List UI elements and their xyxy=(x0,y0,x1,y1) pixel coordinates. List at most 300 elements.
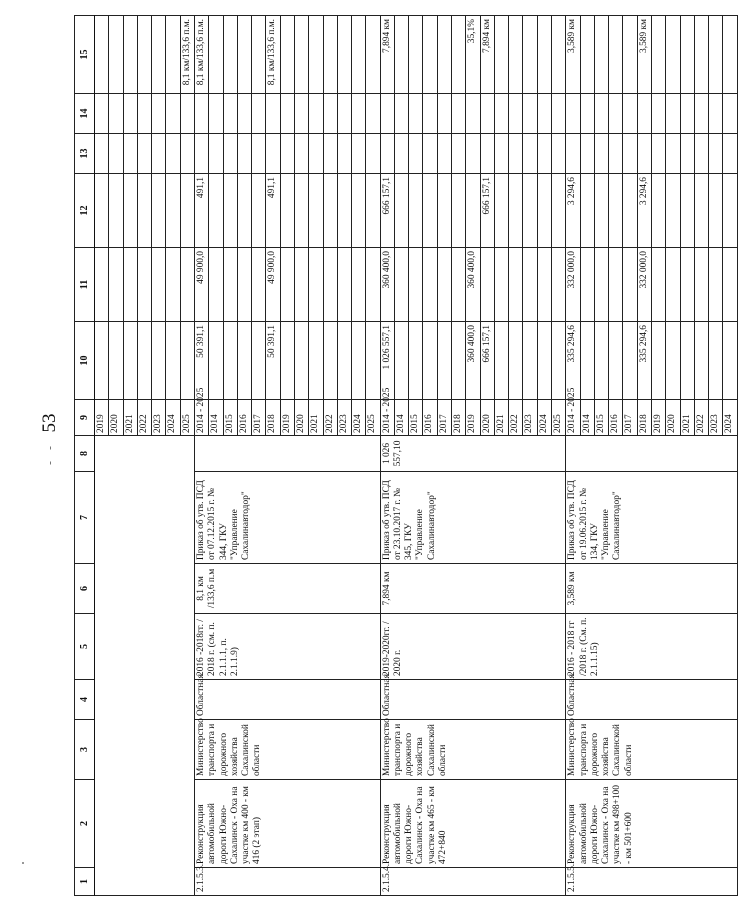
result-cell xyxy=(337,16,351,94)
result-cell xyxy=(580,16,594,94)
column-header-13: 13 xyxy=(75,134,95,174)
year-cell: 2020 xyxy=(109,400,123,436)
value-cell xyxy=(123,322,137,400)
value-cell xyxy=(166,322,180,400)
scan-speck xyxy=(22,862,24,864)
year-cell: 2023 xyxy=(337,400,351,436)
value-cell xyxy=(494,134,508,174)
value-cell xyxy=(280,134,294,174)
regional-amount xyxy=(594,174,608,248)
year-cell: 2024 xyxy=(723,400,737,436)
result-cell: 35,1% xyxy=(466,16,480,94)
total-amount xyxy=(237,322,251,400)
value-cell xyxy=(566,134,580,174)
result-cell xyxy=(494,16,508,94)
estimated-cost: 1 026 557,10 xyxy=(380,436,566,472)
result-cell xyxy=(694,16,708,94)
value-cell xyxy=(609,134,623,174)
value-cell xyxy=(109,94,123,134)
result-cell xyxy=(537,16,551,94)
value-cell xyxy=(423,94,437,134)
value-cell xyxy=(137,134,151,174)
year-cell: 2016 xyxy=(237,400,251,436)
project-name: Реконструкция автомобильной дороги Южно-Сахалинск - Оха на участке км 498+100 - км 501+600 xyxy=(566,780,737,868)
page-number: 53 xyxy=(39,413,60,433)
result-cell xyxy=(723,16,737,94)
estimated-cost xyxy=(566,436,737,472)
regional-amount xyxy=(537,174,551,248)
result-cell xyxy=(137,16,151,94)
total-amount xyxy=(694,322,708,400)
federal-amount xyxy=(366,248,380,322)
value-cell xyxy=(723,134,737,174)
total-amount xyxy=(709,322,723,400)
total-amount xyxy=(294,322,308,400)
year-cell: 2014 - 2025 xyxy=(194,400,208,436)
regional-amount xyxy=(709,174,723,248)
federal-amount xyxy=(680,248,694,322)
value-cell xyxy=(109,134,123,174)
federal-amount xyxy=(480,248,494,322)
federal-amount xyxy=(623,248,637,322)
year-cell: 2022 xyxy=(509,400,523,436)
value-cell xyxy=(266,94,280,134)
year-cell: 2023 xyxy=(152,400,166,436)
year-cell: 2022 xyxy=(323,400,337,436)
year-cell: 2022 xyxy=(694,400,708,436)
year-cell: 2014 xyxy=(209,400,223,436)
result-cell xyxy=(309,16,323,94)
federal-amount xyxy=(709,248,723,322)
value-cell xyxy=(394,134,408,174)
result-cell xyxy=(280,16,294,94)
federal-amount xyxy=(523,248,537,322)
column-header-15: 15 xyxy=(75,16,95,94)
value-cell xyxy=(352,134,366,174)
value-cell xyxy=(666,94,680,134)
value-cell xyxy=(694,134,708,174)
value-cell xyxy=(166,94,180,134)
column-header-11: 11 xyxy=(75,248,95,322)
value-cell xyxy=(523,94,537,134)
regional-amount xyxy=(623,174,637,248)
year-cell: 2015 xyxy=(409,400,423,436)
value-cell xyxy=(494,94,508,134)
value-cell xyxy=(223,94,237,134)
regional-amount xyxy=(680,174,694,248)
regional-amount xyxy=(280,174,294,248)
result-cell xyxy=(209,16,223,94)
regional-amount xyxy=(352,174,366,248)
column-header-2: 2 xyxy=(75,780,95,868)
value-cell xyxy=(509,94,523,134)
value-cell xyxy=(137,94,151,134)
year-cell: 2021 xyxy=(680,400,694,436)
value-cell xyxy=(266,134,280,174)
regional-amount xyxy=(437,174,451,248)
total-amount: 50 391,1 xyxy=(266,322,280,400)
year-cell: 2014 xyxy=(394,400,408,436)
item-number: 2.1.5.3. xyxy=(194,868,380,896)
period: 2016 - 2018 гг /2018 г. (См. п. 2.1.1.15) xyxy=(566,614,737,680)
page-dash-mark: - - xyxy=(42,442,57,465)
result-cell xyxy=(452,16,466,94)
continued-block xyxy=(95,436,195,896)
regional-amount xyxy=(466,174,480,248)
result-cell: 8,1 км/133,6 п.м. xyxy=(180,16,194,94)
value-cell xyxy=(309,94,323,134)
year-cell: 2016 xyxy=(423,400,437,436)
result-cell: 7,894 км xyxy=(480,16,494,94)
value-cell xyxy=(209,134,223,174)
value-cell xyxy=(594,134,608,174)
total-amount xyxy=(594,322,608,400)
result-cell xyxy=(223,16,237,94)
year-cell: 2025 xyxy=(180,400,194,436)
period: 2016 -2018гг. / 2018 г. (см. п. 2.1.1.1, п. 2.1.1.9) xyxy=(194,614,380,680)
column-header-1: 1 xyxy=(75,868,95,896)
year-cell: 2019 xyxy=(651,400,665,436)
value-cell xyxy=(523,134,537,174)
federal-amount xyxy=(252,248,266,322)
value-cell xyxy=(409,134,423,174)
year-cell: 2025 xyxy=(366,400,380,436)
regional-amount xyxy=(252,174,266,248)
result-cell: 8,1 км/133,6 п.м. xyxy=(194,16,208,94)
year-cell: 2019 xyxy=(280,400,294,436)
value-cell xyxy=(137,174,151,248)
result-cell xyxy=(323,16,337,94)
result-cell xyxy=(123,16,137,94)
total-amount xyxy=(580,322,594,400)
regional-amount xyxy=(494,174,508,248)
year-cell: 2024 xyxy=(352,400,366,436)
header-row xyxy=(75,16,95,896)
total-amount xyxy=(437,322,451,400)
value-cell xyxy=(651,134,665,174)
value-cell xyxy=(380,134,394,174)
regional-amount xyxy=(509,174,523,248)
value-cell xyxy=(537,134,551,174)
result-cell xyxy=(552,16,566,94)
total-amount: 50 391,1 xyxy=(194,322,208,400)
year-cell: 2020 xyxy=(294,400,308,436)
year-cell: 2015 xyxy=(594,400,608,436)
value-cell xyxy=(109,248,123,322)
value-cell xyxy=(637,134,651,174)
value-cell xyxy=(123,248,137,322)
value-cell xyxy=(623,134,637,174)
federal-amount xyxy=(394,248,408,322)
regional-amount xyxy=(609,174,623,248)
column-header-3: 3 xyxy=(75,720,95,780)
year-cell: 2019 xyxy=(466,400,480,436)
federal-amount: 332 000,0 xyxy=(566,248,580,322)
column-header-5: 5 xyxy=(75,614,95,680)
value-cell xyxy=(180,94,194,134)
value-cell xyxy=(552,94,566,134)
total-amount xyxy=(223,322,237,400)
executor: Министерство транспорта и дорожного хозяйства Сахалинской области xyxy=(380,720,566,780)
total-amount: 335 294,6 xyxy=(566,322,580,400)
federal-amount xyxy=(594,248,608,322)
value-cell xyxy=(480,94,494,134)
year-row xyxy=(380,16,394,896)
value-cell xyxy=(152,94,166,134)
column-header-12: 12 xyxy=(75,174,95,248)
federal-amount xyxy=(452,248,466,322)
value-cell xyxy=(352,94,366,134)
column-header-9: 9 xyxy=(75,400,95,436)
value-cell xyxy=(437,94,451,134)
item-number: 2.1.5.5. xyxy=(566,868,737,896)
value-cell xyxy=(651,94,665,134)
federal-amount xyxy=(409,248,423,322)
regional-amount xyxy=(337,174,351,248)
continued-year-row xyxy=(95,16,109,896)
total-amount xyxy=(666,322,680,400)
result-cell xyxy=(680,16,694,94)
federal-amount xyxy=(666,248,680,322)
federal-amount: 332 000,0 xyxy=(637,248,651,322)
item-number: 2.1.5.4. xyxy=(380,868,566,896)
estimated-cost xyxy=(194,436,380,472)
executor: Министерство транспорта и дорожного хозяйства Сахалинской области xyxy=(194,720,380,780)
year-cell: 2020 xyxy=(480,400,494,436)
federal-amount xyxy=(537,248,551,322)
federal-amount xyxy=(294,248,308,322)
year-cell: 2017 xyxy=(437,400,451,436)
column-header-10: 10 xyxy=(75,322,95,400)
value-cell xyxy=(109,322,123,400)
regional-amount xyxy=(209,174,223,248)
value-cell xyxy=(280,94,294,134)
federal-amount xyxy=(609,248,623,322)
value-cell xyxy=(180,322,194,400)
value-cell xyxy=(509,134,523,174)
year-cell: 2023 xyxy=(709,400,723,436)
regional-amount xyxy=(223,174,237,248)
column-header-4: 4 xyxy=(75,680,95,720)
year-cell: 2021 xyxy=(309,400,323,436)
regional-amount xyxy=(552,174,566,248)
total-amount xyxy=(209,322,223,400)
year-cell: 2024 xyxy=(166,400,180,436)
value-cell xyxy=(337,134,351,174)
value-cell xyxy=(194,94,208,134)
value-cell xyxy=(166,134,180,174)
federal-amount xyxy=(237,248,251,322)
regional-amount xyxy=(523,174,537,248)
total-amount xyxy=(366,322,380,400)
result-cell xyxy=(109,16,123,94)
value-cell xyxy=(537,94,551,134)
value-cell xyxy=(237,134,251,174)
federal-amount xyxy=(309,248,323,322)
result-cell xyxy=(423,16,437,94)
budget-level: Областная xyxy=(194,680,380,720)
period: 2019-2020гг. / 2020 г. xyxy=(380,614,566,680)
result-cell: 3,589 км xyxy=(637,16,651,94)
value-cell xyxy=(323,134,337,174)
year-cell: 2016 xyxy=(609,400,623,436)
regional-amount xyxy=(409,174,423,248)
result-cell: 7,894 км xyxy=(380,16,394,94)
federal-amount xyxy=(337,248,351,322)
value-cell xyxy=(166,174,180,248)
year-cell: 2020 xyxy=(666,400,680,436)
value-cell xyxy=(152,174,166,248)
project-name: Реконструкция автомобильной дороги Южно-Сахалинск - Оха на участке км 400 - км 416 (2 этап) xyxy=(194,780,380,868)
value-cell xyxy=(123,174,137,248)
value-cell xyxy=(223,134,237,174)
result-cell xyxy=(252,16,266,94)
regional-amount: 666 157,1 xyxy=(480,174,494,248)
result-cell xyxy=(152,16,166,94)
budget-level: Областная xyxy=(380,680,566,720)
result-cell xyxy=(294,16,308,94)
result-cell: 3,589 км xyxy=(566,16,580,94)
value-cell xyxy=(437,134,451,174)
column-header-8: 8 xyxy=(75,436,95,472)
total-amount xyxy=(509,322,523,400)
value-cell xyxy=(552,134,566,174)
total-amount xyxy=(409,322,423,400)
result-cell xyxy=(437,16,451,94)
result-cell: 8,1 км/133,6 п.м. xyxy=(266,16,280,94)
column-header-7: 7 xyxy=(75,472,95,564)
year-cell: 2017 xyxy=(252,400,266,436)
result-cell xyxy=(594,16,608,94)
value-cell xyxy=(294,134,308,174)
regional-amount: 491,1 xyxy=(266,174,280,248)
budget-level: Областная xyxy=(566,680,737,720)
total-amount xyxy=(452,322,466,400)
value-cell xyxy=(566,94,580,134)
total-amount xyxy=(523,322,537,400)
value-cell xyxy=(480,134,494,174)
value-cell xyxy=(180,174,194,248)
federal-amount xyxy=(651,248,665,322)
year-cell: 2014 xyxy=(580,400,594,436)
value-cell xyxy=(194,134,208,174)
result-cell xyxy=(509,16,523,94)
total-amount xyxy=(494,322,508,400)
value-cell xyxy=(137,248,151,322)
value-cell xyxy=(252,134,266,174)
total-amount xyxy=(623,322,637,400)
value-cell xyxy=(152,134,166,174)
result-cell xyxy=(409,16,423,94)
regional-amount xyxy=(394,174,408,248)
year-row xyxy=(194,16,208,896)
regional-amount xyxy=(423,174,437,248)
result-cell xyxy=(237,16,251,94)
total-amount xyxy=(352,322,366,400)
value-cell xyxy=(323,94,337,134)
value-cell xyxy=(309,134,323,174)
total-amount: 1 026 557,1 xyxy=(380,322,394,400)
regional-amount xyxy=(309,174,323,248)
capacity: 7,894 км xyxy=(380,564,566,614)
value-cell xyxy=(123,134,137,174)
federal-amount xyxy=(694,248,708,322)
value-cell xyxy=(594,94,608,134)
value-cell xyxy=(452,94,466,134)
total-amount: 335 294,6 xyxy=(637,322,651,400)
value-cell xyxy=(394,94,408,134)
value-cell xyxy=(237,94,251,134)
federal-amount xyxy=(280,248,294,322)
value-cell xyxy=(152,248,166,322)
total-amount xyxy=(423,322,437,400)
value-cell xyxy=(166,248,180,322)
result-cell xyxy=(166,16,180,94)
regional-amount xyxy=(651,174,665,248)
value-cell xyxy=(209,94,223,134)
federal-amount: 360 400,0 xyxy=(466,248,480,322)
regional-amount xyxy=(694,174,708,248)
federal-amount xyxy=(423,248,437,322)
value-cell xyxy=(366,94,380,134)
program-table xyxy=(74,15,738,896)
value-cell xyxy=(95,94,109,134)
federal-amount: 49 900,0 xyxy=(266,248,280,322)
value-cell xyxy=(409,94,423,134)
regional-amount xyxy=(237,174,251,248)
result-cell xyxy=(394,16,408,94)
year-cell: 2018 xyxy=(266,400,280,436)
value-cell xyxy=(423,134,437,174)
result-cell xyxy=(609,16,623,94)
federal-amount xyxy=(509,248,523,322)
result-cell xyxy=(666,16,680,94)
federal-amount xyxy=(352,248,366,322)
value-cell xyxy=(380,94,394,134)
executor: Министерство транспорта и дорожного хозяйства Сахалинской области xyxy=(566,720,737,780)
approval-doc: Приказ об утв. ПСД от 23.10.2017 г. № 345, ГКУ "Управление Сахалинавтодор" xyxy=(380,472,566,564)
capacity: 3,589 км xyxy=(566,564,737,614)
value-cell xyxy=(109,174,123,248)
year-cell: 2025 xyxy=(552,400,566,436)
value-cell xyxy=(580,94,594,134)
regional-amount xyxy=(723,174,737,248)
value-cell xyxy=(180,248,194,322)
value-cell xyxy=(123,94,137,134)
value-cell xyxy=(580,134,594,174)
result-cell xyxy=(709,16,723,94)
total-amount xyxy=(309,322,323,400)
capacity: 8,1 км /133,6 п.м xyxy=(194,564,380,614)
year-cell: 2023 xyxy=(523,400,537,436)
total-amount xyxy=(323,322,337,400)
total-amount xyxy=(537,322,551,400)
federal-amount xyxy=(223,248,237,322)
result-cell xyxy=(366,16,380,94)
regional-amount: 3 294,6 xyxy=(566,174,580,248)
year-cell: 2015 xyxy=(223,400,237,436)
value-cell xyxy=(95,322,109,400)
value-cell xyxy=(366,134,380,174)
value-cell xyxy=(294,94,308,134)
year-row xyxy=(566,16,580,896)
year-cell: 2014 - 2025 xyxy=(566,400,580,436)
result-cell xyxy=(95,16,109,94)
federal-amount xyxy=(494,248,508,322)
total-amount xyxy=(394,322,408,400)
federal-amount xyxy=(437,248,451,322)
regional-amount: 491,1 xyxy=(194,174,208,248)
